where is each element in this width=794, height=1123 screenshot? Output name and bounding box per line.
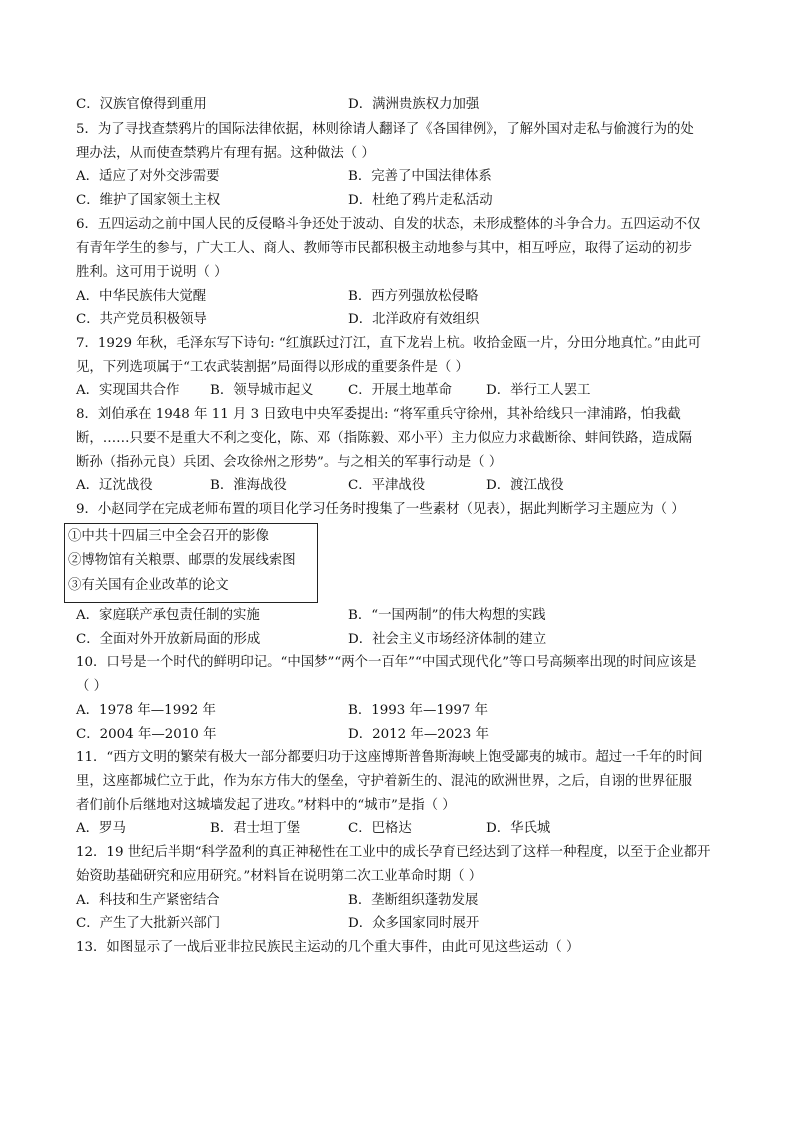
q10-option-a: A．1978 年—1992 年 [76, 703, 216, 718]
q9-stem-line-1: 9．小赵同学在完成老师布置的项目化学习任务时搜集了一些素材（见表），据此判断学习主题应为（ ） [76, 502, 685, 517]
q7-option-a: A．实现国共合作 [76, 383, 180, 398]
q9-option-b: B．“一国两制”的伟大构想的实践 [348, 608, 546, 623]
q9-option-c: C．全面对外开放新局面的形成 [76, 632, 261, 647]
q11-option-c: C．巴格达 [348, 821, 412, 836]
q5-stem-line-1: 5．为了寻找查禁鸦片的国际法律依据，林则徐请人翻译了《各国律例》，了解外国对走私与偷渡行为的处 [76, 122, 694, 137]
q9-option-a: A．家庭联产承包责任制的实施 [76, 608, 260, 623]
q12-option-a: A．科技和生产紧密结合 [76, 893, 220, 908]
q9-materials-box [64, 523, 318, 603]
q11-stem-line-2: 里，这座都城伫立于此，作为东方伟大的堡垒，守护着新生的、混沌的欧洲世界，之后，自诩的世界征服 [76, 774, 692, 789]
q11-stem-line-1: 11．“西方文明的繁荣有极大一部分都要归功于这座博斯普鲁斯海峡上饱受鄙夷的城市。超过一千年的时间 [76, 750, 703, 765]
q12-option-c: C．产生了大批新兴部门 [76, 916, 221, 931]
q12-stem-line-1: 12．19 世纪后半期“科学盈利的真正神秘性在工业中的成长孕育已经达到了这样一种程度，以至于企业都开 [76, 845, 711, 860]
q4-option-c: C．汉族官僚得到重用 [76, 97, 207, 112]
q5-option-d: D．杜绝了鸦片走私活动 [348, 193, 493, 208]
q5-stem-line-2: 理办法，从而使查禁鸦片有理有据。这种做法（ ） [76, 146, 375, 161]
q6-stem-line-2: 有青年学生的参与，广大工人、商人、教师等市民都积极主动地参与其中，相互呼应，取得了运动的初步 [76, 241, 692, 256]
q6-stem-line-1: 6．五四运动之前中国人民的反侵略斗争还处于波动、自发的状态，未形成整体的斗争合力。五四运动不仅 [76, 217, 701, 232]
q6-option-c: C．共产党员积极领导 [76, 312, 207, 327]
q10-stem-line-2: （ ） [76, 679, 108, 694]
q5-option-b: B．完善了中国法律体系 [348, 169, 492, 184]
q10-option-d: D．2012 年—2023 年 [348, 727, 489, 742]
q7-stem-line-2: 见，下列选项属于“工农武装割据”局面得以形成的重要条件是（ ） [76, 360, 469, 375]
q4-option-d: D．满洲贵族权力加强 [348, 97, 480, 112]
q9-material-1: ①中共十四届三中全会召开的影像 [68, 529, 269, 544]
q6-stem-line-3: 胜利。这可用于说明（ ） [76, 265, 228, 280]
q11-stem-line-3: 者们前仆后继地对这城墙发起了进攻。”材料中的“城市”是指（ ） [76, 798, 456, 813]
q10-stem-line-1: 10．口号是一个时代的鲜明印记。“中国梦”“两个一百年”“中国式现代化”等口号高频率出现的时间应该是 [76, 655, 697, 670]
q8-stem-line-3: 断孙（指孙元良）兵团、会攻徐州之形势”。与之相关的军事行动是（ ） [76, 455, 503, 470]
q8-option-d: D．渡江战役 [486, 478, 564, 493]
q10-option-b: B．1993 年—1997 年 [348, 703, 489, 718]
q7-option-d: D．举行工人罢工 [486, 383, 591, 398]
q6-option-b: B．西方列强放松侵略 [348, 289, 479, 304]
q7-option-b: B．领导城市起义 [210, 383, 314, 398]
q6-option-a: A．中华民族伟大觉醒 [76, 289, 207, 304]
q8-option-b: B．淮海战役 [210, 478, 287, 493]
q7-stem-line-1: 7．1929 年秋，毛泽东写下诗句: “红旗跃过汀江，直下龙岩上杭。收拾金瓯一片，分田分地真忙。”由此可 [76, 336, 702, 351]
q5-option-c: C．维护了国家领土主权 [76, 193, 221, 208]
q11-option-b: B．君士坦丁堡 [210, 821, 301, 836]
q13-stem-line-1: 13．如图显示了一战后亚非拉民族民主运动的几个重大事件，由此可见这些运动（ ） [76, 940, 580, 955]
q10-option-c: C．2004 年—2010 年 [76, 727, 217, 742]
q12-option-b: B．垄断组织蓬勃发展 [348, 893, 479, 908]
q11-option-d: D．华氏城 [486, 821, 551, 836]
q9-material-3: ③有关国有企业改革的论文 [68, 578, 229, 593]
q12-option-d: D．众多国家同时展开 [348, 916, 480, 931]
q9-material-2: ②博物馆有关粮票、邮票的发展线索图 [68, 553, 296, 568]
q11-option-a: A．罗马 [76, 821, 126, 836]
q8-stem-line-2: 断，……只要不是重大不利之变化，陈、邓（指陈毅、邓小平）主力似应力求截断徐、蚌间铁路，造成隔 [76, 431, 692, 446]
q8-option-a: A．辽沈战役 [76, 478, 153, 493]
q8-stem-line-1: 8．刘伯承在 1948 年 11 月 3 日致电中央军委提出: “将军重兵守徐州，其补给线只一津浦路，怕我截 [76, 407, 681, 422]
q5-option-a: A．适应了对外交涉需要 [76, 169, 220, 184]
q12-stem-line-2: 始资助基础研究和应用研究。”材料旨在说明第二次工业革命时期（ ） [76, 869, 483, 884]
q8-option-c: C．平津战役 [348, 478, 426, 493]
q6-option-d: D．北洋政府有效组织 [348, 312, 480, 327]
q9-option-d: D．社会主义市场经济体制的建立 [348, 632, 547, 647]
q7-option-c: C．开展土地革命 [348, 383, 452, 398]
